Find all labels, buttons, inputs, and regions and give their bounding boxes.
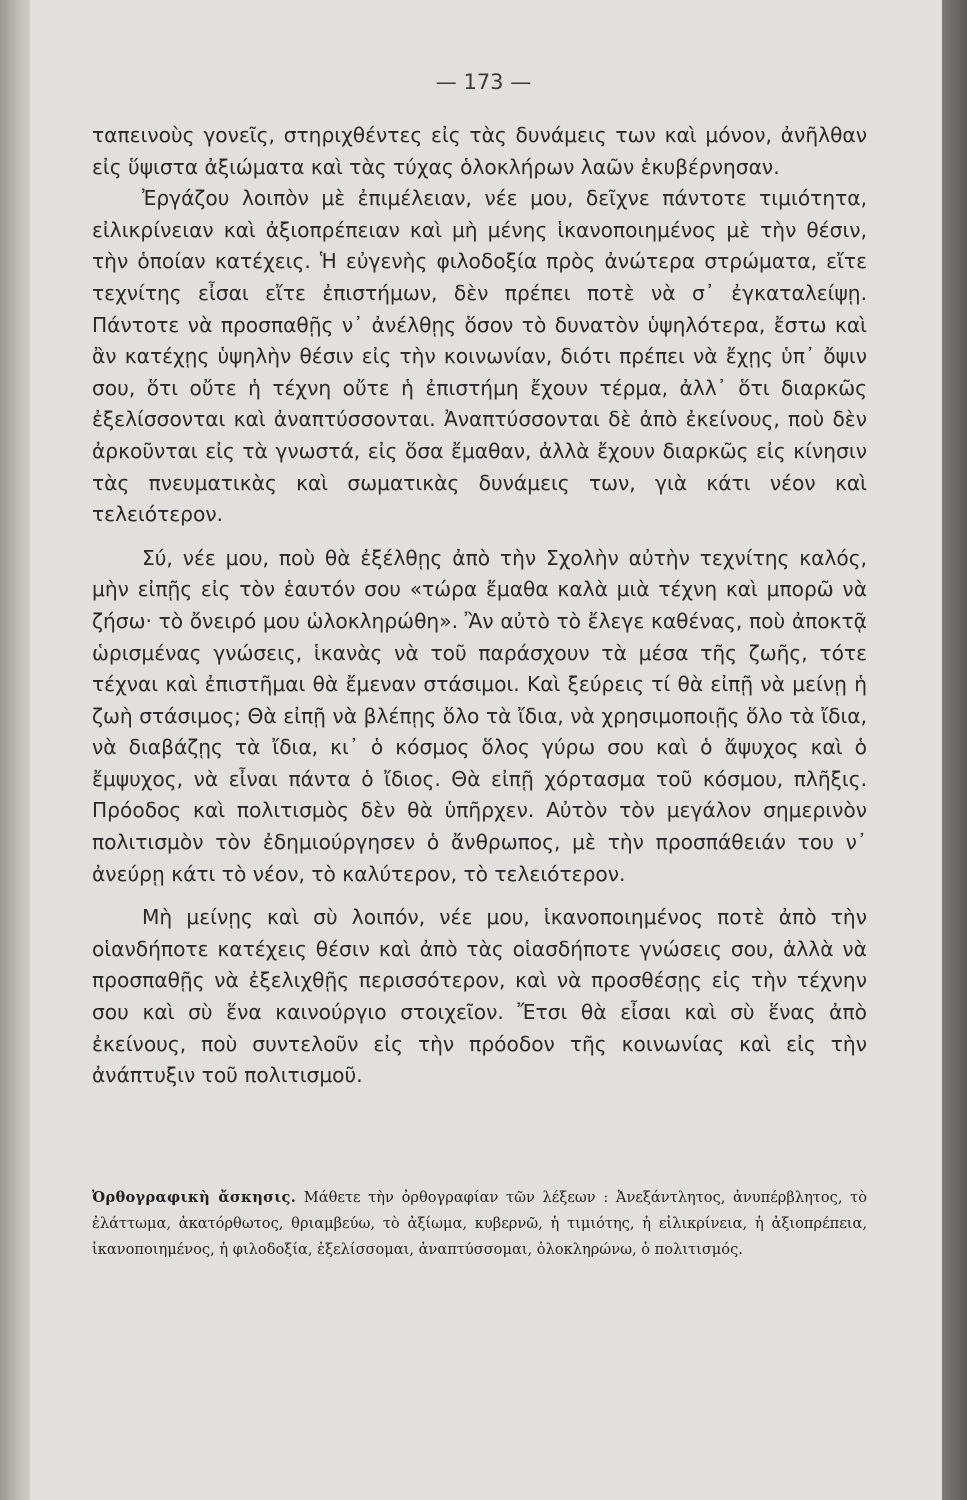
paragraph-4: Μὴ μείνῃς καὶ σὺ λοιπόν, νέε μου, ἱκανοποιημένος ποτὲ ἀπὸ τὴν οἱανδήποτε κατέχεις θέσιν καὶ ἀπὸ τὰς οἱασδήποτε γνώσεις σου, ἀλλὰ νὰ προσπαθῇς νὰ ἐξελιχθῇς περισσότερον, καὶ νὰ προσθέσῃς εἰς τὴν τέχνην σου καὶ σὺ ἕνα καινούργιο στοιχεῖον. Ἔτσι θὰ εἶσαι καὶ σὺ ἕνας ἀπὸ ἐκείνους, ποὺ συντελοῦν εἰς τὴν πρόοδον τῆς κοινωνίας καὶ εἰς τὴν ἀνάπτυξιν τοῦ πολιτισμοῦ. bbox=[92, 905, 867, 1088]
exercise-text: Μάθετε τὴν ὀρθογραφίαν τῶν λέξεων : Ἀνεξάντλητος, ἀνυπέρβλητος, τὸ ἐλάττωμα, ἀκατόρθωτος, θριαμβεύω, τὸ ἀξίωμα, κυβερνῶ, ἡ τιμιότης, ἡ εἰλικρίνεια, ἡ ἀξιοπρέπεια, ἱκανοποιημένος, ἡ φιλοδοξία, ἐξελίσσομαι, ἀναπτύσσομαι, ὁλοκληρώνω, ὁ πολιτισμός. bbox=[92, 1189, 867, 1258]
page-number: — 173 — bbox=[435, 70, 532, 94]
paragraph-3: Σύ, νέε μου, ποὺ θὰ ἐξέλθῃς ἀπὸ τὴν Σχολὴν αὐτὴν τεχνίτης καλός, μὴν εἰπῇς εἰς τὸν ἑαυτόν σου «τώρα ἔμαθα καλὰ μιὰ τέχνη καὶ μπορῶ νὰ ζήσω· τὸ ὄνειρό μου ὡλοκληρώθη». Ἂν αὐτὸ τὸ ἔλεγε καθένας, ποὺ ἀποκτᾷ ὡρισμένας γνώσεις, ἱκανὰς νὰ τοῦ παράσχουν τὰ μέσα τῆς ζωῆς, τότε τέχναι καὶ ἐπιστῆμαι θὰ ἔμεναν στάσιμοι. Καὶ ξεύρεις τί θὰ εἰπῇ νὰ μείνῃ ἡ ζωὴ στάσιμος; Θὰ εἰπῇ νὰ βλέπῃς ὅλο τὰ ἴδια, νὰ χρησιμοποιῇς ὅλο τὰ ἴδια, νὰ διαβάζῃς τὰ ἴδια, κι᾿ ὁ κόσμος ὅλος γύρω σου καὶ ὁ ἄψυχος καὶ ὁ ἔμψυχος, νὰ εἶναι πάντα ὁ ἴδιος. Θὰ εἰπῇ χόρτασμα τοῦ κόσμου, πλῆξις. Πρόοδος καὶ πολιτισμὸς δὲν θὰ ὑπῆρχεν. Αὐτὸν τὸν μεγάλον σημερινὸν πολιτισμὸν τὸν ἐδημιούργησεν ὁ ἄνθρωπος, μὲ τὴν προσπάθειάν του ν᾿ ἀνεύρῃ κάτι τὸ νέον, τὸ καλύτερον, τὸ τελειότερον. bbox=[92, 545, 867, 886]
paragraph-1: ταπεινοὺς γονεῖς, στηριχθέντες εἰς τὰς δυνάμεις των καὶ μόνον, ἀνῆλθαν εἰς ὕψιστα ἀξιώματα καὶ τὰς τύχας ὁλοκλήρων λαῶν ἐκυβέρνησαν. bbox=[92, 123, 867, 179]
body-text bbox=[92, 120, 867, 1092]
binding-gutter bbox=[0, 0, 30, 1500]
paragraph-2: Ἐργάζου λοιπὸν μὲ ἐπιμέλειαν, νέε μου, δεῖχνε πάντοτε τιμιότητα, εἰλικρίνειαν καὶ ἀξιοπρέπειαν καὶ μὴ μένης ἱκανοποιημένος μὲ τὴν θέσιν, τὴν ὁποίαν κατέχεις. Ἡ εὐγενὴς φιλοδοξία πρὸς ἀνώτερα στρώματα, εἴτε τεχνίτης εἶσαι εἴτε ἐπιστήμων, δὲν πρέπει ποτὲ νὰ σ᾿ ἐγκαταλείψῃ. Πάντοτε νὰ προσπαθῇς ν᾿ ἀνέλθῃς ὅσον τὸ δυνατὸν ὑψηλότερα, ἔστω καὶ ἂν κατέχῃς ὑψηλὴν θέσιν εἰς τὴν κοινωνίαν, διότι πρέπει νὰ ἔχῃς ὑπ᾿ ὄψιν σου, ὅτι οὔτε ἡ τέχνη οὔτε ἡ ἐπιστήμη ἔχουν τέρμα, ἀλλ᾿ ὅτι διαρκῶς ἐξελίσσονται καὶ ἀναπτύσσονται. Ἀναπτύσσονται δὲ ἀπὸ ἐκείνους, ποὺ δὲν ἀρκοῦνται εἰς τὰ γνωστά, εἰς ὅσα ἔμαθαν, ἀλλὰ ἔχουν διαρκῶς εἰς κίνησιν τὰς πνευματικὰς καὶ σωματικὰς δυνάμεις των, γιὰ κάτι νέον καὶ τελειότερον. bbox=[92, 186, 867, 527]
spelling-exercise bbox=[92, 1185, 867, 1263]
exercise-heading: Ὀρθογραφικὴ ἄσκησις. bbox=[92, 1189, 297, 1206]
page-edge bbox=[942, 0, 967, 1500]
